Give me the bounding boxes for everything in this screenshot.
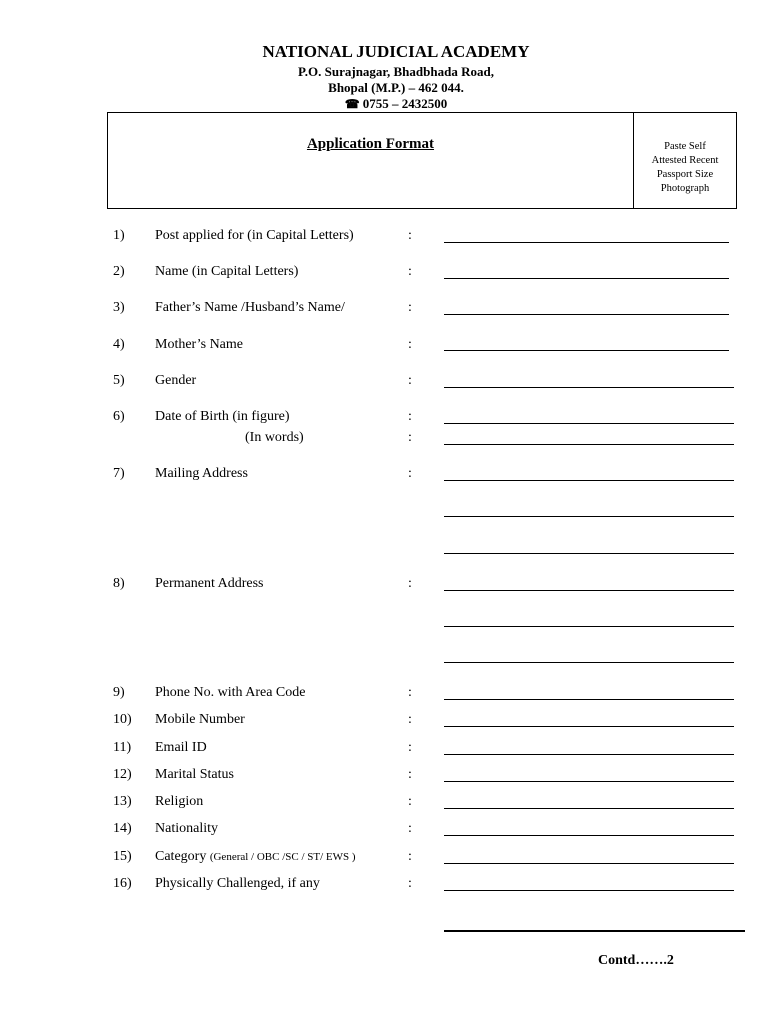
field-colon: : [408, 740, 412, 755]
nationality-input-line[interactable] [444, 835, 734, 836]
field-number: 5) [113, 373, 125, 388]
field-number: 2) [113, 264, 125, 279]
category-label: Category [155, 849, 207, 864]
photo-cell-divider [633, 112, 634, 209]
field-number: 11) [113, 740, 132, 755]
field-colon: : [408, 300, 412, 315]
field-label-mailing-address: Mailing Address [155, 466, 248, 481]
mailing-address-input-line[interactable] [444, 516, 734, 517]
category-input-line[interactable] [444, 863, 734, 864]
field-label-marital-status: Marital Status [155, 767, 234, 782]
post-applied-input-line[interactable] [444, 242, 729, 243]
continued-note: Contd…….2 [598, 953, 674, 968]
permanent-address-input-line[interactable] [444, 590, 734, 591]
field-label-email: Email ID [155, 740, 207, 755]
field-colon: : [408, 712, 412, 727]
field-label-permanent-address: Permanent Address [155, 576, 264, 591]
dob-words-input-line[interactable] [444, 444, 734, 445]
application-format-title: Application Format [306, 136, 435, 152]
field-number: 10) [113, 712, 132, 727]
academy-title: NATIONAL JUDICIAL ACADEMY [262, 42, 530, 61]
mobile-input-line[interactable] [444, 726, 734, 727]
field-number: 9) [113, 685, 125, 700]
field-colon: : [408, 821, 412, 836]
name-input-line[interactable] [444, 278, 729, 279]
field-label-mobile: Mobile Number [155, 712, 245, 727]
field-colon: : [408, 228, 412, 243]
phone-input-line[interactable] [444, 699, 734, 700]
field-label-phone: Phone No. with Area Code [155, 685, 306, 700]
phone-line [0, 96, 770, 112]
photo-note-line: Passport Size [656, 169, 714, 180]
phone-number: 0755 – 2432500 [362, 96, 448, 111]
field-label-father-husband-name: Father’s Name /Husband’s Name/ [155, 300, 345, 315]
dob-figure-input-line[interactable] [444, 423, 734, 424]
field-label-name: Name (in Capital Letters) [155, 264, 299, 279]
field-number: 6) [113, 409, 125, 424]
marital-status-input-line[interactable] [444, 781, 734, 782]
field-label-religion: Religion [155, 794, 204, 809]
field-colon: : [408, 876, 412, 891]
field-colon: : [408, 430, 412, 445]
father-husband-name-input-line[interactable] [444, 314, 729, 315]
field-colon: : [408, 409, 412, 424]
photo-note-line: Attested Recent [651, 155, 719, 166]
photo-note-line: Photograph [660, 183, 710, 194]
field-number: 16) [113, 876, 132, 891]
gender-input-line[interactable] [444, 387, 734, 388]
field-number: 3) [113, 300, 125, 315]
email-input-line[interactable] [444, 754, 734, 755]
field-colon: : [408, 849, 412, 864]
mother-name-input-line[interactable] [444, 350, 729, 351]
address-line-1: P.O. Surajnagar, Bhadbhada Road, [298, 64, 494, 79]
permanent-address-input-line[interactable] [444, 662, 734, 663]
religion-input-line[interactable] [444, 808, 734, 809]
phone-icon: ☎ [344, 97, 360, 111]
photo-placeholder[interactable] [636, 140, 734, 196]
field-colon: : [408, 576, 412, 591]
field-number: 7) [113, 466, 125, 481]
mailing-address-input-line[interactable] [444, 553, 734, 554]
permanent-address-input-line[interactable] [444, 626, 734, 627]
field-colon: : [408, 767, 412, 782]
address-line-2: Bhopal (M.P.) – 462 044. [328, 80, 464, 95]
field-label-physically-challenged: Physically Challenged, if any [155, 876, 320, 891]
field-number: 15) [113, 849, 132, 864]
field-colon: : [408, 794, 412, 809]
field-colon: : [408, 264, 412, 279]
field-number: 13) [113, 794, 132, 809]
field-colon: : [408, 337, 412, 352]
field-colon: : [408, 466, 412, 481]
field-label-mother-name: Mother’s Name [155, 337, 243, 352]
field-label-dob-figure: Date of Birth (in figure) [155, 409, 290, 424]
field-number: 4) [113, 337, 125, 352]
field-label-dob-words: (In words) [245, 430, 304, 445]
field-colon: : [408, 373, 412, 388]
field-number: 8) [113, 576, 125, 591]
field-number: 12) [113, 767, 132, 782]
mailing-address-input-line[interactable] [444, 480, 734, 481]
footer-separator [444, 930, 745, 932]
field-number: 14) [113, 821, 132, 836]
field-label-nationality: Nationality [155, 821, 218, 836]
field-label-gender: Gender [155, 373, 197, 388]
field-label-category [155, 849, 356, 865]
field-colon: : [408, 685, 412, 700]
photo-note-line: Paste Self [664, 141, 706, 152]
field-label-post-applied: Post applied for (in Capital Letters) [155, 228, 354, 243]
physically-challenged-input-line[interactable] [444, 890, 734, 891]
field-number: 1) [113, 228, 125, 243]
category-options-note: (General / OBC /SC / ST/ EWS ) [209, 851, 356, 863]
